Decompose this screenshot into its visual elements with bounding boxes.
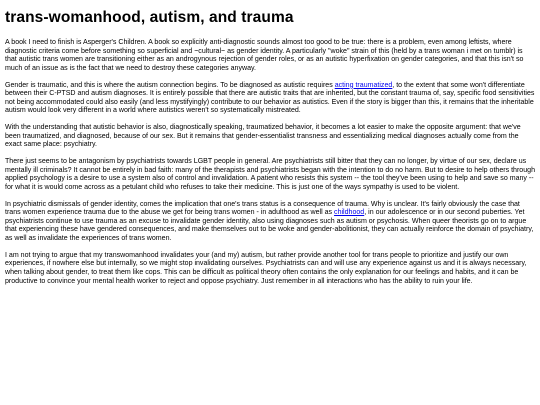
- paragraph-2-text-after: , to the extent that some won't differentiate between their C-PTSD and autism diagnoses. It is entirely possible that there are autistic traits that are inherited, but the constant trauma of, say, specific food sensitivities not being accommodated could also easily (and less mystifyingly) contribute to our behavior as autistics. Even if the story is bigger than this, it remains that the inheritable autism would look very different in a world where autistics weren't so systematically mistreated.: [5, 81, 535, 115]
- page-title: trans-womanhood, autism, and trauma: [5, 9, 294, 26]
- paragraph-5: [5, 201, 535, 244]
- paragraph-2-text-before: Gender is traumatic, and this is where the autism connection begins. To be diagnosed as autistic requires: [5, 81, 335, 89]
- paragraph-6: I am not trying to argue that my transwomanhood invalidates your (and my) autism, but rather provide another tool for trans people to prioritize and justify our own experiences, if nowhere else but internally, so we might stop invalidating ourselves. Psychiatrists can and will use any experience against us and it is always necessary, when talking about gender, to treat them like cops. This can be difficult as political theory often contains the only explanation for our feelings and habits, and it can be productive to convince your mental health worker to reject and oppose psychiatry. Just remember in all interactions who has the ability to ruin your life.: [5, 251, 527, 285]
- acting-traumatized-link[interactable]: acting traumatized: [334, 81, 393, 89]
- paragraph-3: With the understanding that autistic behavior is also, diagnostically speaking, traumatized behavior, it becomes a lot easier to make the opposite argument: that we've been traumatized, and diagnosed, because of our sex. But it remains that gender-essentialist transness and essentializing medical diagnoses actually come from the exact same place: psychiatry.: [5, 124, 521, 149]
- paragraph-2: [5, 82, 535, 116]
- paragraph-4: There just seems to be antagonism by psychiatrists towards LGBT people in general. Are psychiatrists still bitter that they can no longer, by virtue of our sex, declare us mentally ill criminals? It cannot be entirely in bad faith: many of the therapists and psychiatrists began with the intention to do no harm. But to desire to help others through applied psychology is a desire to use a system also of control and invalidation. A patient who resists this system -- the tool they've been using to help and save so many -- for what it is would come across as a petulant child who refuses to take their medicine. This is just one of the ways sympathy is used to be violent.: [5, 158, 535, 191]
- paragraph-5-text-before: In psychiatric dismissals of gender identity, comes the implication that one's trans status is a consequence of trauma. Why is unclear. It's fairly obviously the case that trans women experience trauma due to the abuse we get for being trans women - in adulthood as well as: [5, 200, 520, 217]
- paragraph-1: A book I need to finish is Asperger's Children. A book so explicitly anti-diagnostic sounds almost too good to be true: there is a problem, even among leftists, where diagnostic criteria come before something so superficial and ~cultural~ as gender identity. A particularly "woke" strain of this (held by a trans woman i met on tumblr) is that autistic trans women are transitioning either as an androgynous rejection of gender roles, or as an autistic hyperfixation on gender categories, and that this isn't so much of an issue as is the fact that we need to destroy these categories anyway.: [5, 39, 524, 72]
- childhood-link[interactable]: childhood: [334, 209, 365, 217]
- paragraph-5-text-after: , in our adolescence or in our second puberties. Yet psychiatrists continue to use trauma as an excuse to invalidate gender identity, also using diagnoses such as autism or psychosis. When queer theorists go on to argue that experiencing these have gendered consequences, and make themselves out to be woke and gender-abolitionist, they can actually reinforce the domain of psychiatry, as well as invalidate the experiences of trans women.: [5, 209, 534, 243]
